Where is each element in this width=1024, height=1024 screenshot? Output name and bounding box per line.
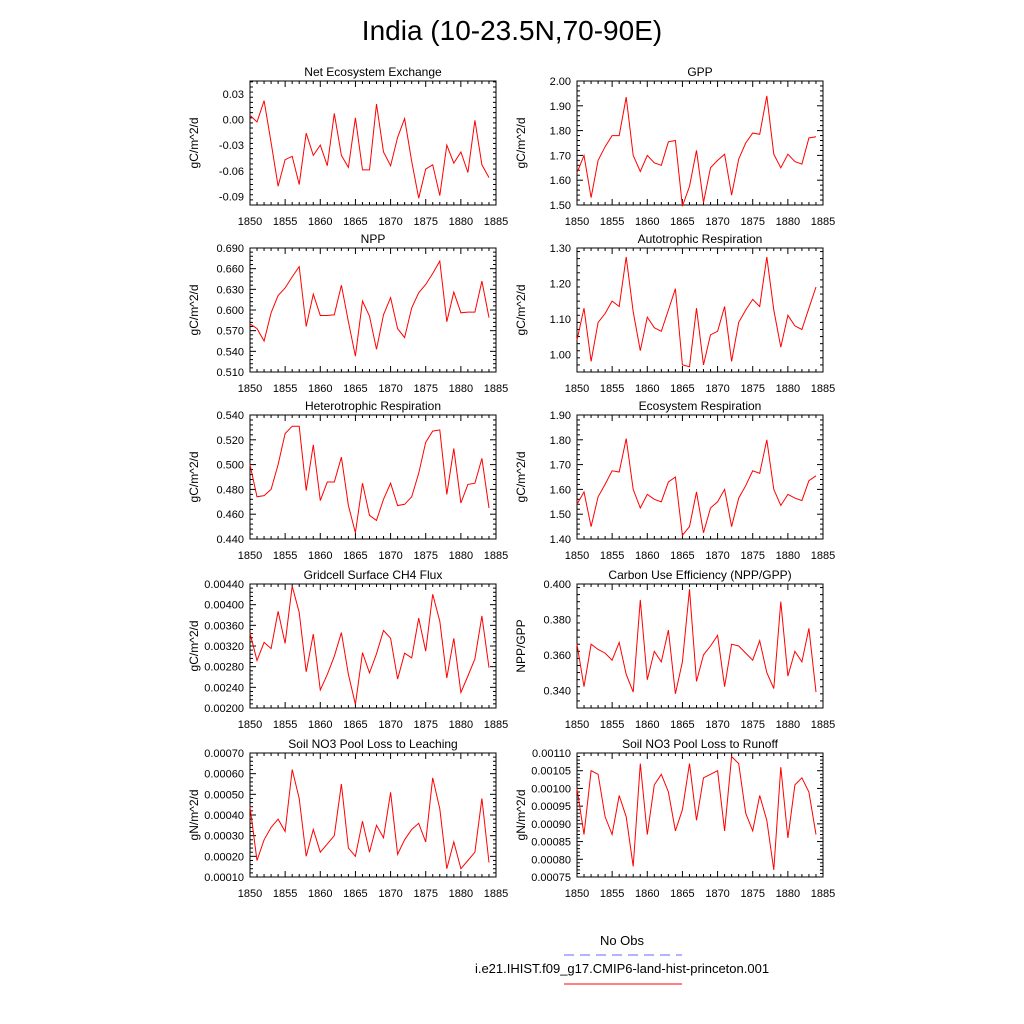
x-tick-label: 1860 <box>308 550 333 562</box>
x-tick-label: 1885 <box>483 719 509 731</box>
y-tick-label: 0.00200 <box>204 703 244 715</box>
x-tick-label: 1855 <box>599 888 625 900</box>
y-tick-label: 0.630 <box>216 284 244 297</box>
y-tick-label: 0.00085 <box>531 836 571 849</box>
x-tick-label: 1865 <box>670 719 695 731</box>
x-tick-label: 1885 <box>810 719 836 731</box>
y-tick-label: 0.340 <box>543 685 571 698</box>
y-tick-label: 0.570 <box>216 325 244 338</box>
x-tick-label: 1885 <box>483 888 509 900</box>
x-tick-label: 1855 <box>272 383 298 395</box>
y-tick-label: 0.660 <box>216 263 244 276</box>
chart-panel-10 <box>514 737 835 900</box>
x-tick-label: 1850 <box>564 550 590 562</box>
x-tick-label: 1875 <box>413 550 438 562</box>
x-tick-label: 1880 <box>448 719 474 731</box>
y-tick-label: 1.30 <box>549 243 571 255</box>
plot-frame <box>250 415 496 539</box>
y-tick-label: 0.00240 <box>204 682 244 695</box>
x-tick-label: 1855 <box>272 550 298 562</box>
panel-title: GPP <box>687 65 713 79</box>
y-tick-label: 0.00020 <box>204 851 244 864</box>
y-tick-label: 0.03 <box>222 88 244 101</box>
chart-panel-3 <box>187 232 508 395</box>
panel-title: Gridcell Surface CH4 Flux <box>303 568 443 582</box>
y-axis-label: NPP/GPP <box>514 619 528 673</box>
y-tick-label: 0.480 <box>216 484 244 497</box>
y-tick-label: 0.00360 <box>204 620 244 633</box>
series-line-1 <box>250 101 489 199</box>
series-line-1 <box>250 261 489 356</box>
chart-panel-5 <box>187 399 508 562</box>
y-tick-label: 0.00090 <box>531 818 571 831</box>
x-tick-label: 1860 <box>635 550 660 562</box>
panel-title: Heterotrophic Respiration <box>304 399 442 413</box>
y-tick-label: 0.690 <box>216 243 244 255</box>
y-tick-label: 0.540 <box>216 410 244 422</box>
x-tick-label: 1855 <box>272 719 298 731</box>
y-tick-label: 0.520 <box>216 434 244 447</box>
y-tick-label: 0.510 <box>216 367 244 379</box>
plot-frame <box>577 753 823 877</box>
series-line-1 <box>577 439 816 536</box>
y-tick-label: 0.360 <box>543 649 571 662</box>
x-tick-label: 1870 <box>378 550 403 562</box>
x-tick-label: 1880 <box>448 550 474 562</box>
legend <box>475 933 769 984</box>
x-tick-label: 1850 <box>564 719 590 731</box>
panel-grid <box>187 65 835 900</box>
x-tick-label: 1880 <box>448 888 474 900</box>
x-tick-label: 1885 <box>483 216 509 228</box>
x-tick-label: 1885 <box>483 550 509 562</box>
y-tick-label: 0.380 <box>543 614 571 627</box>
y-axis-label: gC/m^2/d <box>187 451 201 503</box>
y-tick-label: 1.40 <box>549 534 571 546</box>
legend-label-model: i.e21.IHIST.f09_g17.CMIP6-land-hist-princeton.001 <box>474 961 770 976</box>
x-tick-label: 1870 <box>378 888 403 900</box>
y-tick-label: 0.00320 <box>204 641 244 653</box>
y-tick-label: 0.00 <box>222 114 244 127</box>
y-tick-label: 1.50 <box>549 509 571 522</box>
x-tick-label: 1885 <box>810 888 836 900</box>
x-tick-label: 1865 <box>343 719 368 731</box>
y-axis-label: gN/m^2/d <box>514 789 528 841</box>
x-tick-label: 1855 <box>272 888 298 900</box>
y-tick-label: 0.460 <box>216 509 244 522</box>
y-tick-label: 1.80 <box>549 434 571 447</box>
series-line-1 <box>250 426 489 533</box>
x-tick-label: 1870 <box>705 383 730 395</box>
y-axis-label: gN/m^2/d <box>187 789 201 841</box>
y-tick-label: 0.00060 <box>204 768 244 781</box>
y-axis-label: gC/m^2/d <box>514 451 528 503</box>
x-tick-label: 1875 <box>413 216 438 228</box>
x-tick-label: 1875 <box>740 550 765 562</box>
y-tick-label: 1.60 <box>549 484 571 497</box>
y-tick-label: 0.00095 <box>531 801 571 814</box>
x-tick-label: 1850 <box>564 216 590 228</box>
y-tick-label: 0.00070 <box>204 748 244 760</box>
y-tick-label: 1.00 <box>549 349 571 362</box>
series-line-1 <box>577 757 816 870</box>
x-tick-label: 1860 <box>308 719 333 731</box>
y-tick-label: -0.03 <box>218 140 244 153</box>
panel-title: Carbon Use Efficiency (NPP/GPP) <box>608 568 792 582</box>
y-tick-label: 0.400 <box>543 579 571 591</box>
x-tick-label: 1850 <box>237 888 263 900</box>
x-tick-label: 1875 <box>740 719 765 731</box>
x-tick-label: 1860 <box>635 719 660 731</box>
x-tick-label: 1880 <box>775 719 801 731</box>
series-line-1 <box>577 257 816 367</box>
x-tick-label: 1850 <box>237 719 263 731</box>
x-tick-label: 1870 <box>705 216 730 228</box>
x-tick-label: 1850 <box>564 383 590 395</box>
x-tick-label: 1865 <box>670 383 695 395</box>
y-tick-label: 1.20 <box>549 278 571 291</box>
x-tick-label: 1855 <box>599 216 625 228</box>
y-tick-label: 0.00280 <box>204 661 244 674</box>
y-tick-label: 0.00105 <box>531 765 571 778</box>
y-tick-label: 0.500 <box>216 459 244 472</box>
x-tick-label: 1860 <box>308 216 333 228</box>
y-tick-label: 1.90 <box>549 100 571 113</box>
y-axis-label: gC/m^2/d <box>187 620 201 672</box>
figure-title: India (10-23.5N,70-90E) <box>361 15 663 46</box>
x-tick-label: 1870 <box>378 383 403 395</box>
x-tick-label: 1860 <box>308 888 333 900</box>
x-tick-label: 1870 <box>378 216 403 228</box>
chart-panel-6 <box>514 399 835 562</box>
x-tick-label: 1865 <box>343 216 368 228</box>
plot-frame <box>250 81 496 205</box>
y-tick-label: 0.00010 <box>204 872 244 884</box>
y-axis-label: gC/m^2/d <box>187 284 201 336</box>
x-tick-label: 1875 <box>740 216 765 228</box>
chart-panel-4 <box>514 232 835 395</box>
x-tick-label: 1875 <box>413 888 438 900</box>
plot-frame <box>577 81 823 205</box>
x-tick-label: 1865 <box>670 216 695 228</box>
y-tick-label: 1.60 <box>549 175 571 188</box>
y-tick-label: 1.10 <box>549 313 571 326</box>
x-tick-label: 1875 <box>413 383 438 395</box>
panel-title: Soil NO3 Pool Loss to Leaching <box>288 737 458 751</box>
series-line-1 <box>250 586 489 704</box>
y-axis-label: gC/m^2/d <box>187 117 201 169</box>
panel-title: Soil NO3 Pool Loss to Runoff <box>622 737 778 751</box>
x-tick-label: 1875 <box>740 383 765 395</box>
y-tick-label: 0.00080 <box>531 854 571 867</box>
panel-title: Net Ecosystem Exchange <box>304 65 442 79</box>
y-tick-label: 1.90 <box>549 410 571 422</box>
y-tick-label: 0.00100 <box>531 783 571 796</box>
y-tick-label: 1.50 <box>549 200 571 212</box>
x-tick-label: 1860 <box>635 383 660 395</box>
y-tick-label: 0.00050 <box>204 789 244 802</box>
y-tick-label: 0.00040 <box>204 810 244 822</box>
x-tick-label: 1885 <box>810 383 836 395</box>
x-tick-label: 1880 <box>775 550 801 562</box>
y-axis-label: gC/m^2/d <box>514 284 528 336</box>
x-tick-label: 1855 <box>272 216 298 228</box>
x-tick-label: 1885 <box>483 383 509 395</box>
plot-frame <box>577 584 823 708</box>
x-tick-label: 1880 <box>775 383 801 395</box>
y-tick-label: 0.00030 <box>204 830 244 843</box>
x-tick-label: 1880 <box>448 383 474 395</box>
x-tick-label: 1880 <box>448 216 474 228</box>
y-tick-label: 0.00440 <box>204 579 244 591</box>
x-tick-label: 1870 <box>705 719 730 731</box>
panel-title: Ecosystem Respiration <box>638 399 762 413</box>
x-tick-label: 1870 <box>705 550 730 562</box>
series-line-1 <box>577 96 816 206</box>
x-tick-label: 1885 <box>810 550 836 562</box>
x-tick-label: 1865 <box>343 383 368 395</box>
chart-panel-9 <box>187 737 508 900</box>
chart-panel-7 <box>187 568 508 731</box>
series-line-1 <box>250 770 489 869</box>
y-tick-label: 1.80 <box>549 125 571 138</box>
x-tick-label: 1875 <box>413 719 438 731</box>
x-tick-label: 1865 <box>670 550 695 562</box>
chart-panel-1 <box>187 65 508 228</box>
panel-title: NPP <box>360 232 386 246</box>
series-line-1 <box>577 589 816 694</box>
x-tick-label: 1880 <box>775 888 801 900</box>
y-tick-label: 0.00400 <box>204 599 244 612</box>
x-tick-label: 1850 <box>564 888 590 900</box>
y-tick-label: 1.70 <box>549 150 571 163</box>
x-tick-label: 1860 <box>635 216 660 228</box>
x-tick-label: 1875 <box>740 888 765 900</box>
x-tick-label: 1850 <box>237 383 263 395</box>
y-axis-label: gC/m^2/d <box>514 117 528 169</box>
x-tick-label: 1870 <box>705 888 730 900</box>
plot-frame <box>250 248 496 372</box>
x-tick-label: 1885 <box>810 216 836 228</box>
plot-frame <box>577 415 823 539</box>
y-tick-label: 0.540 <box>216 346 244 359</box>
x-tick-label: 1855 <box>599 719 625 731</box>
x-tick-label: 1870 <box>378 719 403 731</box>
x-tick-label: 1865 <box>343 888 368 900</box>
panel-title: Autotrophic Respiration <box>637 232 763 246</box>
x-tick-label: 1860 <box>635 888 660 900</box>
y-tick-label: 0.00110 <box>532 748 571 760</box>
y-tick-label: 2.00 <box>549 76 571 88</box>
legend-label-obs: No Obs <box>599 933 645 948</box>
x-tick-label: 1860 <box>308 383 333 395</box>
y-tick-label: -0.06 <box>218 165 244 178</box>
y-tick-label: 1.70 <box>549 459 571 472</box>
x-tick-label: 1855 <box>599 550 625 562</box>
chart-panel-8 <box>514 568 835 731</box>
plot-frame <box>250 584 496 708</box>
x-tick-label: 1855 <box>599 383 625 395</box>
x-tick-label: 1880 <box>775 216 801 228</box>
chart-panel-2 <box>514 65 835 228</box>
y-tick-label: 0.600 <box>216 305 244 317</box>
y-tick-label: 0.00075 <box>531 872 571 884</box>
plot-frame <box>577 248 823 372</box>
y-tick-label: 0.440 <box>216 534 244 546</box>
x-tick-label: 1865 <box>343 550 368 562</box>
x-tick-label: 1865 <box>670 888 695 900</box>
x-tick-label: 1850 <box>237 216 263 228</box>
y-tick-label: -0.09 <box>218 191 244 204</box>
x-tick-label: 1850 <box>237 550 263 562</box>
